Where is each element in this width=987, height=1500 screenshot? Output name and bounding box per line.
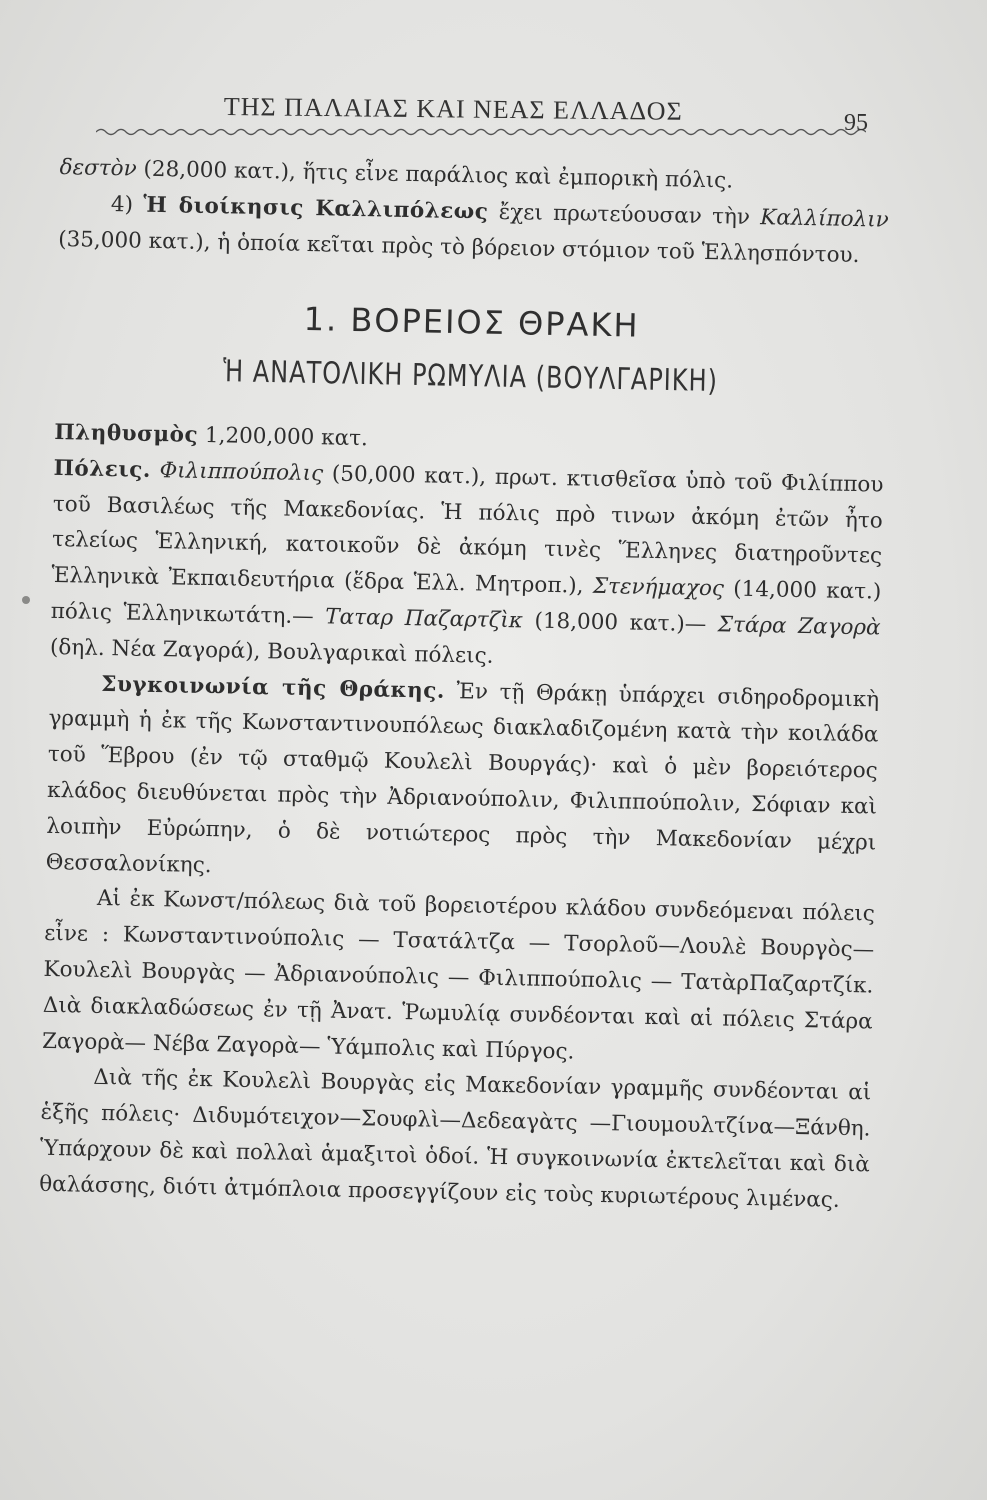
- page-header: [96, 92, 896, 142]
- south-branch-paragraph: Διὰ τῆς ἐκ Κουλελὶ Βουργὰς εἰς Μακεδονίαν γραμμῆς συνδέονται αἱ ἑξῆς πόλεις· Διδυμότειχον—Σουφλὶ—Δεδεαγὰτς —Γιουμουλτζίνα—Ξάνθη. Ὑπάρχουν δὲ καὶ πολλαὶ ἁμαξιτοὶ ὁδοί. Ἡ συγκοινωνία ἐκτελεῖται καὶ διὰ θαλάσσης, διότι ἀτμόπλοια προσεγγίζουν εἰς τοὺς κυριωτέρους λιμένας.: [38, 1065, 872, 1213]
- header-wavy-rule: [96, 126, 866, 138]
- section-heading: 1. ΒΟΡΕΙΟΣ ΘΡΑΚΗ: [303, 300, 640, 346]
- cities-text-2: (14,000 κατ.) πόλις Ἑλληνικωτάτη.—: [50, 576, 882, 630]
- communication-paragraph: [45, 665, 879, 896]
- page-number: 95: [844, 110, 868, 136]
- cities-label: Πόλεις.: [53, 455, 152, 483]
- city-stara-zagora: Στάρα Ζαγορὰ: [717, 612, 881, 641]
- communication-label: Συγκοινωνία τῆς Θράκης.: [101, 671, 446, 704]
- margin-ink-dot: [22, 596, 30, 604]
- intro-p2-city: Καλλίπολιν: [760, 204, 889, 233]
- intro-p2-lead: Ἡ διοίκησις Καλλιπόλεως: [143, 192, 489, 225]
- cities-text-1: (50,000 κατ.), πρωτ. κτισθεῖσα ὑπὸ τοῦ Φιλίππου τοῦ Βασιλέως τῆς Μακεδονίας. Ἡ πόλις πρὸ τινων ἀκόμη ἐτῶν ἦτο τελείως Ἑλληνική, κατοικοῦν δὲ ἀκόμη τινὲς Ἕλληνες διατηροῦντες Ἑλληνικὰ Ἐκπαιδευτήρια (ἕδρα Ἑλλ. Μητροπ.),: [51, 461, 884, 599]
- section-subheading: Ἡ ΑΝΑΤΟΛΙΚΗ ΡΩΜΥΛΙΑ (ΒΟΥΛΓΑΡΙΚΗ): [222, 353, 719, 399]
- intro-p1-lead: δεστὸν: [59, 154, 137, 182]
- communication-text: Ἐν τῇ Θράκῃ ὑπάρχει σιδηροδρομικὴ γραμμὴ ἡ ἐκ τῆς Κωνσταντινουπόλεως διακλαδιζομένη κατὰ τὴν κοιλάδα τοῦ Ἕβρου (ἐν τῷ σταθμῷ Κουλελὶ Βουργάς)· καὶ ὁ μὲν βορειότερος κλάδος διευθύνεται πρὸς τὴν Ἀδριανούπολιν, Φιλιππούπολιν, Σόφιαν καὶ λοιπὴν Εὐρώπην, ὁ δὲ νοτιώτερος πρὸς τὴν Μακεδονίαν μέχρι Θεσσαλονίκης.: [45, 678, 880, 878]
- city-philippoupolis: Φιλιππούπολις: [159, 457, 324, 487]
- running-title: ΤΗΣ ΠΑΛΑΙΑΣ ΚΑΙ ΝΕΑΣ ΕΛΛΑΔΟΣ: [223, 92, 683, 126]
- city-tatar-pazardzhik: Ταταρ Παζαρτζὶκ: [325, 604, 524, 634]
- cities-text-4: (δηλ. Νέα Ζαγορά), Βουλγαρικαὶ πόλεις.: [49, 634, 494, 669]
- page-body: [39, 150, 890, 1219]
- cities-text-3: (18,000 κατ.)—: [534, 608, 707, 638]
- city-stenimachos: Στενήμαχος: [592, 573, 725, 602]
- intro-p2-number: 4): [110, 191, 134, 218]
- intro-paragraph-2: [58, 186, 889, 274]
- cities-paragraph: [50, 451, 884, 682]
- north-branch-paragraph: Αἱ ἐκ Κωνστ/πόλεως διὰ τοῦ βορειοτέρου κλάδου συνδεόμεναι πόλεις εἶνε : Κωνσταντινούπολις — Τσατάλτζα — Τσορλοῦ—Λουλὲ Βουργὸς— Κουλελὶ Βουργὰς — Ἀδριανούπολις — Φιλιππούπολις — ΤατὰρΠαζαρτζίκ. Διὰ διακλαδώσεως ἐν τῇ Ἀνατ. Ῥωμυλίᾳ συνδέονται καὶ αἱ πόλεις Στάρα Ζαγορὰ— Νέβα Ζαγορὰ— Ὑάμπολις καὶ Πύργος.: [41, 886, 876, 1065]
- population-label: Πληθυσμὸς: [54, 419, 199, 448]
- intro-p1-text: (28,000 κατ.), ἥτις εἶνε παράλιος καὶ ἐμπορικὴ πόλις.: [143, 156, 734, 194]
- intro-p2-mid: ἔχει πρωτεύουσαν τὴν: [498, 199, 751, 230]
- population-value: 1,200,000 κατ.: [204, 422, 369, 452]
- intro-p2-text: (35,000 κατ.), ἡ ὁποία κεῖται πρὸς τὸ βόρειον στόμιον τοῦ Ἑλλησπόντου.: [57, 226, 860, 268]
